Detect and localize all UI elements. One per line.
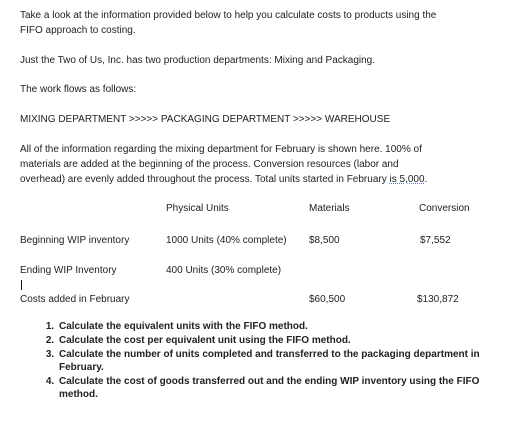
costs-added-materials: $60,500 <box>309 294 346 305</box>
total-units-started: is 5,000 <box>389 174 425 185</box>
costs-added-conversion: $130,872 <box>417 294 459 305</box>
info-line-3-prefix: overhead) are evenly added throughout the process. Total units started in February <box>20 174 390 185</box>
text-cursor <box>21 280 22 290</box>
header-materials: Materials <box>309 203 350 214</box>
header-physical-units: Physical Units <box>166 203 229 214</box>
question-item-1: 1. Calculate the equivalent units with the FIFO method. <box>57 320 507 333</box>
info-line-3 <box>20 172 427 187</box>
intro-line-1: Take a look at the information provided below to help you calculate costs to products using the <box>20 10 437 21</box>
question-list <box>20 320 507 402</box>
info-line-1: All of the information regarding the mixing department for February is shown here. 100% of <box>20 144 422 155</box>
workflow-intro: The work flows as follows: <box>20 84 137 95</box>
info-line-3-suffix: . <box>424 174 428 185</box>
question-item-3: 3. Calculate the number of units completed and transferred to the packaging department in February. <box>57 348 507 374</box>
company-line: Just the Two of Us, Inc. has two production departments: Mixing and Packaging. <box>20 55 376 66</box>
row-label-costs-added: Costs added in February <box>20 294 130 305</box>
row-label-ending-wip: Ending WIP Inventory <box>20 265 117 276</box>
beginning-wip-materials: $8,500 <box>309 235 340 246</box>
info-line-2: materials are added at the beginning of the process. Conversion resources (labor and <box>20 159 399 170</box>
beginning-wip-conversion: $7,552 <box>420 235 451 246</box>
beginning-wip-physical: 1000 Units (40% complete) <box>166 235 287 246</box>
intro-line-2: FIFO approach to costing. <box>20 25 136 36</box>
workflow-line: MIXING DEPARTMENT >>>>> PACKAGING DEPARTMENT >>>>> WAREHOUSE <box>20 114 391 125</box>
ending-wip-physical: 400 Units (30% complete) <box>166 265 282 276</box>
header-conversion: Conversion <box>419 203 470 214</box>
question-item-2: 2. Calculate the cost per equivalent unit using the FIFO method. <box>57 334 507 347</box>
row-label-beginning-wip: Beginning WIP inventory <box>20 235 130 246</box>
question-item-4: 4. Calculate the cost of goods transferred out and the ending WIP inventory using the FIFO method. <box>57 375 507 401</box>
